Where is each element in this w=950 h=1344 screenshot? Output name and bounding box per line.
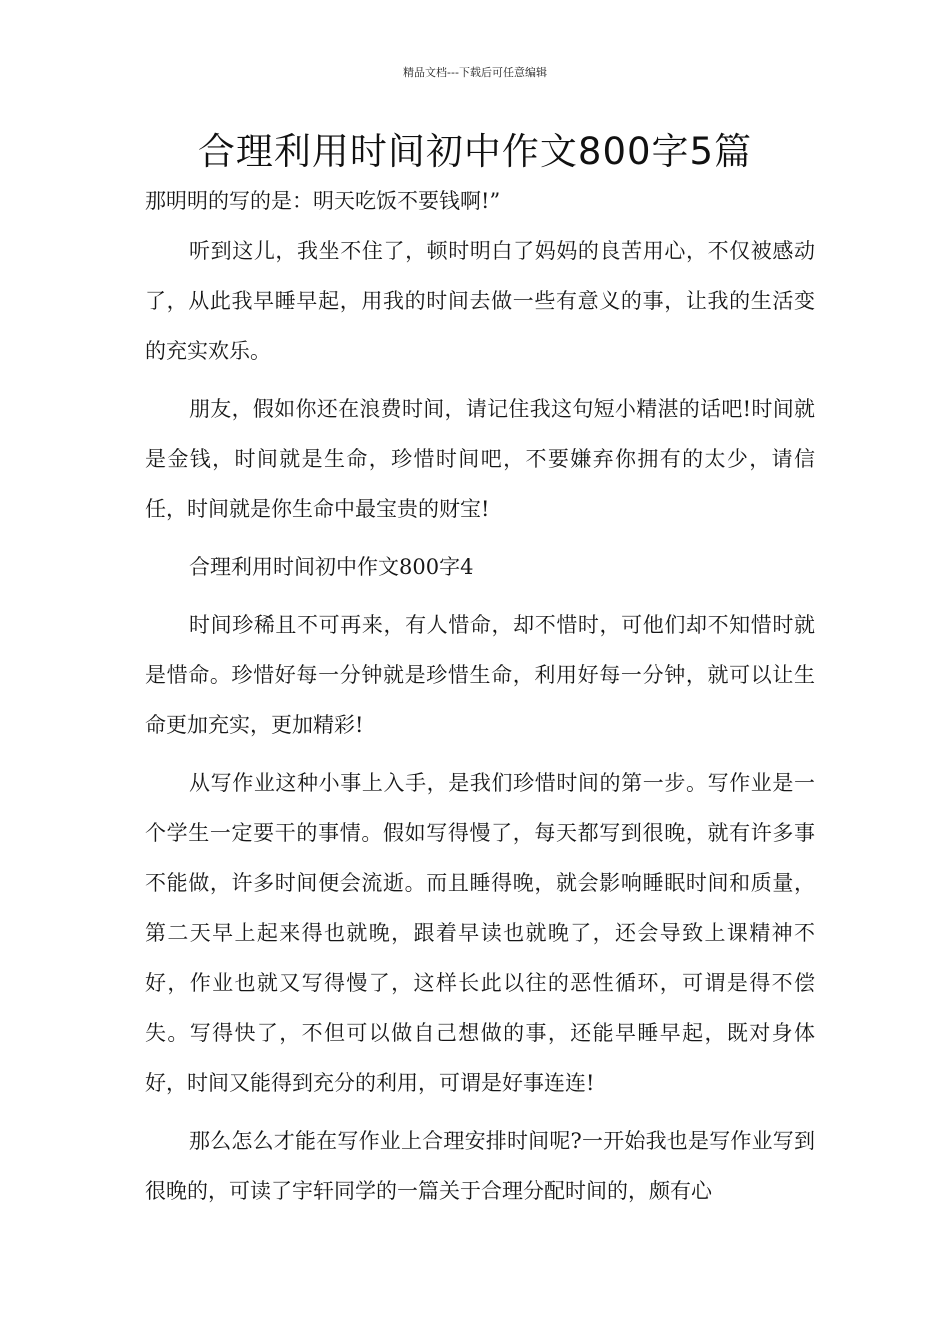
page-header-watermark: 精品文档---下载后可任意编辑 [403, 66, 547, 79]
paragraph: 那么怎么才能在写作业上合理安排时间呢?一开始我也是写作业写到很晚的，可读了宇轩同学的一篇关于合理分配时间的，颇有心 [145, 1129, 815, 1203]
paragraph: 听到这儿，我坐不住了，顿时明白了妈妈的良苦用心，不仅被感动了，从此我早睡早起，用我的时间去做一些有意义的事，让我的生活变的充实欢乐。 [145, 239, 815, 363]
document-body [145, 184, 815, 1224]
section-heading: 合理利用时间初中作文800字4 [189, 555, 474, 579]
paragraph: 从写作业这种小事上入手，是我们珍惜时间的第一步。写作业是一个学生一定要干的事情。假如写得慢了，每天都写到很晚，就有许多事不能做，许多时间便会流逝。而且睡得晚，就会影响睡眠时间和质量，第二天早上起来得也就晚，跟着早读也就晚了，还会导致上课精神不好，作业也就又写得慢了，这样长此以往的恶性循环，可谓是得不偿失。写得快了，不但可以做自己想做的事，还能早睡早起，既对身体好，时间又能得到充分的利用，可谓是好事连连! [145, 771, 815, 1095]
paragraph: 时间珍稀且不可再来，有人惜命，却不惜时，可他们却不知惜时就是惜命。珍惜好每一分钟就是珍惜生命，利用好每一分钟，就可以让生命更加充实，更加精彩! [145, 613, 815, 737]
paragraph-continuation: 那明明的写的是：明天吃饭不要钱啊!” [145, 189, 501, 213]
document-title: 合理利用时间初中作文800字5篇 [197, 130, 753, 173]
paragraph: 朋友，假如你还在浪费时间，请记住我这句短小精湛的话吧!时间就是金钱，时间就是生命，珍惜时间吧，不要嫌弃你拥有的太少，请信任，时间就是你生命中最宝贵的财宝! [145, 397, 815, 521]
